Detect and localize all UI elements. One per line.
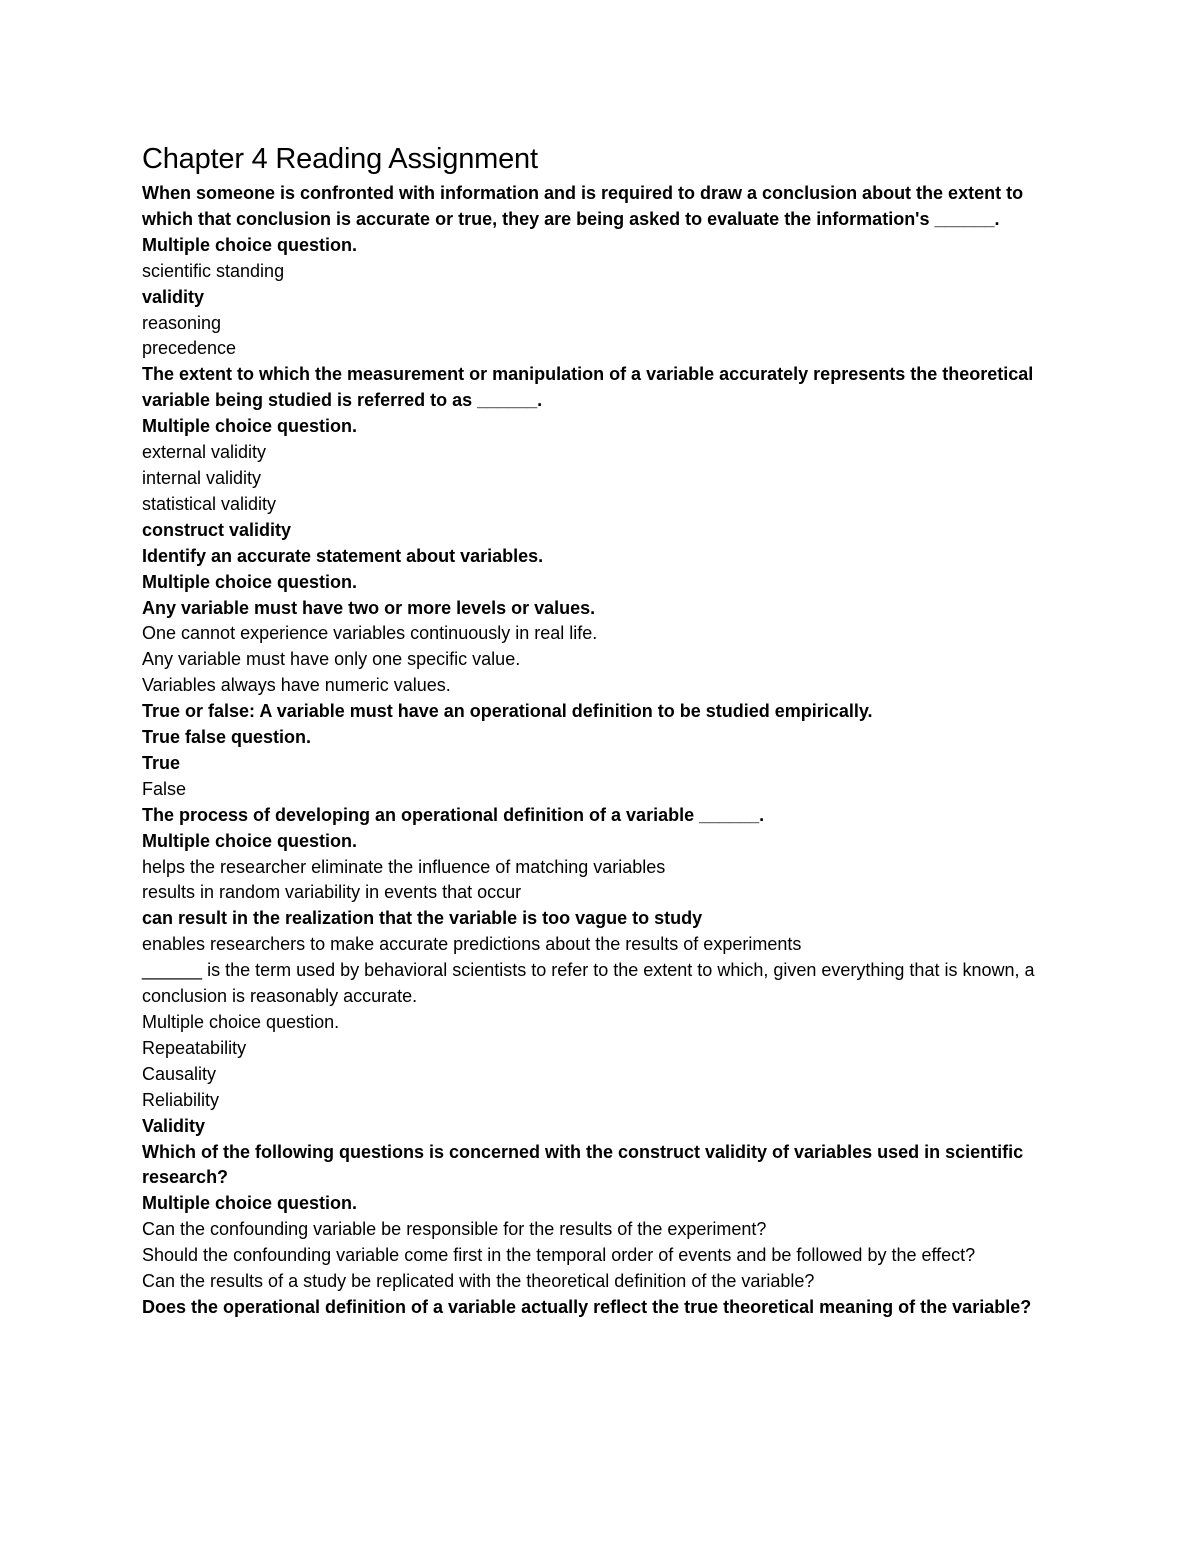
text-line: False — [142, 778, 187, 799]
text-line-bold: Multiple choice question. — [142, 571, 358, 592]
text-line-bold: Which of the following questions is concerned with the construct validity of variables used in scientific research? — [142, 1141, 1024, 1188]
text-line: internal validity — [142, 467, 262, 488]
text-line: One cannot experience variables continuously in real life. — [142, 623, 598, 644]
text-line: enables researchers to make accurate predictions about the results of experiments — [142, 934, 802, 955]
text-line-bold: Multiple choice question. — [142, 416, 358, 437]
text-line: precedence — [142, 338, 237, 359]
text-line-bold: Multiple choice question. — [142, 234, 358, 255]
document-page — [142, 141, 1062, 1321]
text-line: Variables always have numeric values. — [142, 675, 451, 696]
text-line: Can the results of a study be replicated with the theoretical definition of the variable? — [142, 1271, 815, 1292]
text-line-bold: Validity — [142, 1115, 206, 1136]
text-line: Multiple choice question. — [142, 1012, 340, 1032]
text-line-bold: construct validity — [142, 519, 292, 540]
text-line: Any variable must have only one specific value. — [142, 649, 521, 670]
text-line-bold: Any variable must have two or more levels or values. — [142, 597, 596, 618]
text-line: external validity — [142, 442, 267, 463]
text-line: Repeatability — [142, 1037, 247, 1058]
text-line: scientific standing — [142, 260, 285, 281]
text-line-bold: True or false: A variable must have an operational definition to be studied empirically. — [142, 701, 873, 722]
text-line: statistical validity — [142, 493, 277, 514]
text-line: results in random variability in events that occur — [142, 882, 522, 903]
text-line: helps the researcher eliminate the influence of matching variables — [142, 856, 666, 877]
text-line-bold: validity — [142, 286, 205, 307]
document-body — [142, 181, 1062, 1321]
text-line-bold: True false question. — [142, 727, 312, 748]
text-line: ______ is the term used by behavioral scientists to refer to the extent to which, given everything that is known, a conclusion is reasonably accurate. — [142, 960, 1035, 1007]
text-line-bold: Multiple choice question. — [142, 1193, 358, 1214]
text-line: Should the confounding variable come first in the temporal order of events and be followed by the effect? — [142, 1245, 976, 1266]
text-line-bold: Multiple choice question. — [142, 830, 358, 851]
text-line-bold: The extent to which the measurement or manipulation of a variable accurately represents the theoretical variable being studied is referred to as ______. — [142, 364, 1034, 411]
text-line: Reliability — [142, 1089, 220, 1110]
text-line: reasoning — [142, 312, 222, 333]
text-line-bold: can result in the realization that the variable is too vague to study — [142, 908, 703, 929]
text-line-bold: Identify an accurate statement about variables. — [142, 545, 544, 566]
text-line-bold: True — [142, 752, 181, 773]
text-line-bold: When someone is confronted with information and is required to draw a conclusion about the extent to which that conclusion is accurate or true, they are being asked to evaluate the information's ______. — [142, 183, 1024, 229]
text-line-bold: Does the operational definition of a variable actually reflect the true theoretical meaning of the variable? — [142, 1296, 1032, 1317]
text-line: Causality — [142, 1063, 217, 1084]
text-line: Can the confounding variable be responsible for the results of the experiment? — [142, 1219, 767, 1240]
text-line-bold: The process of developing an operational definition of a variable ______. — [142, 804, 765, 825]
page-title: Chapter 4 Reading Assignment — [142, 143, 538, 175]
